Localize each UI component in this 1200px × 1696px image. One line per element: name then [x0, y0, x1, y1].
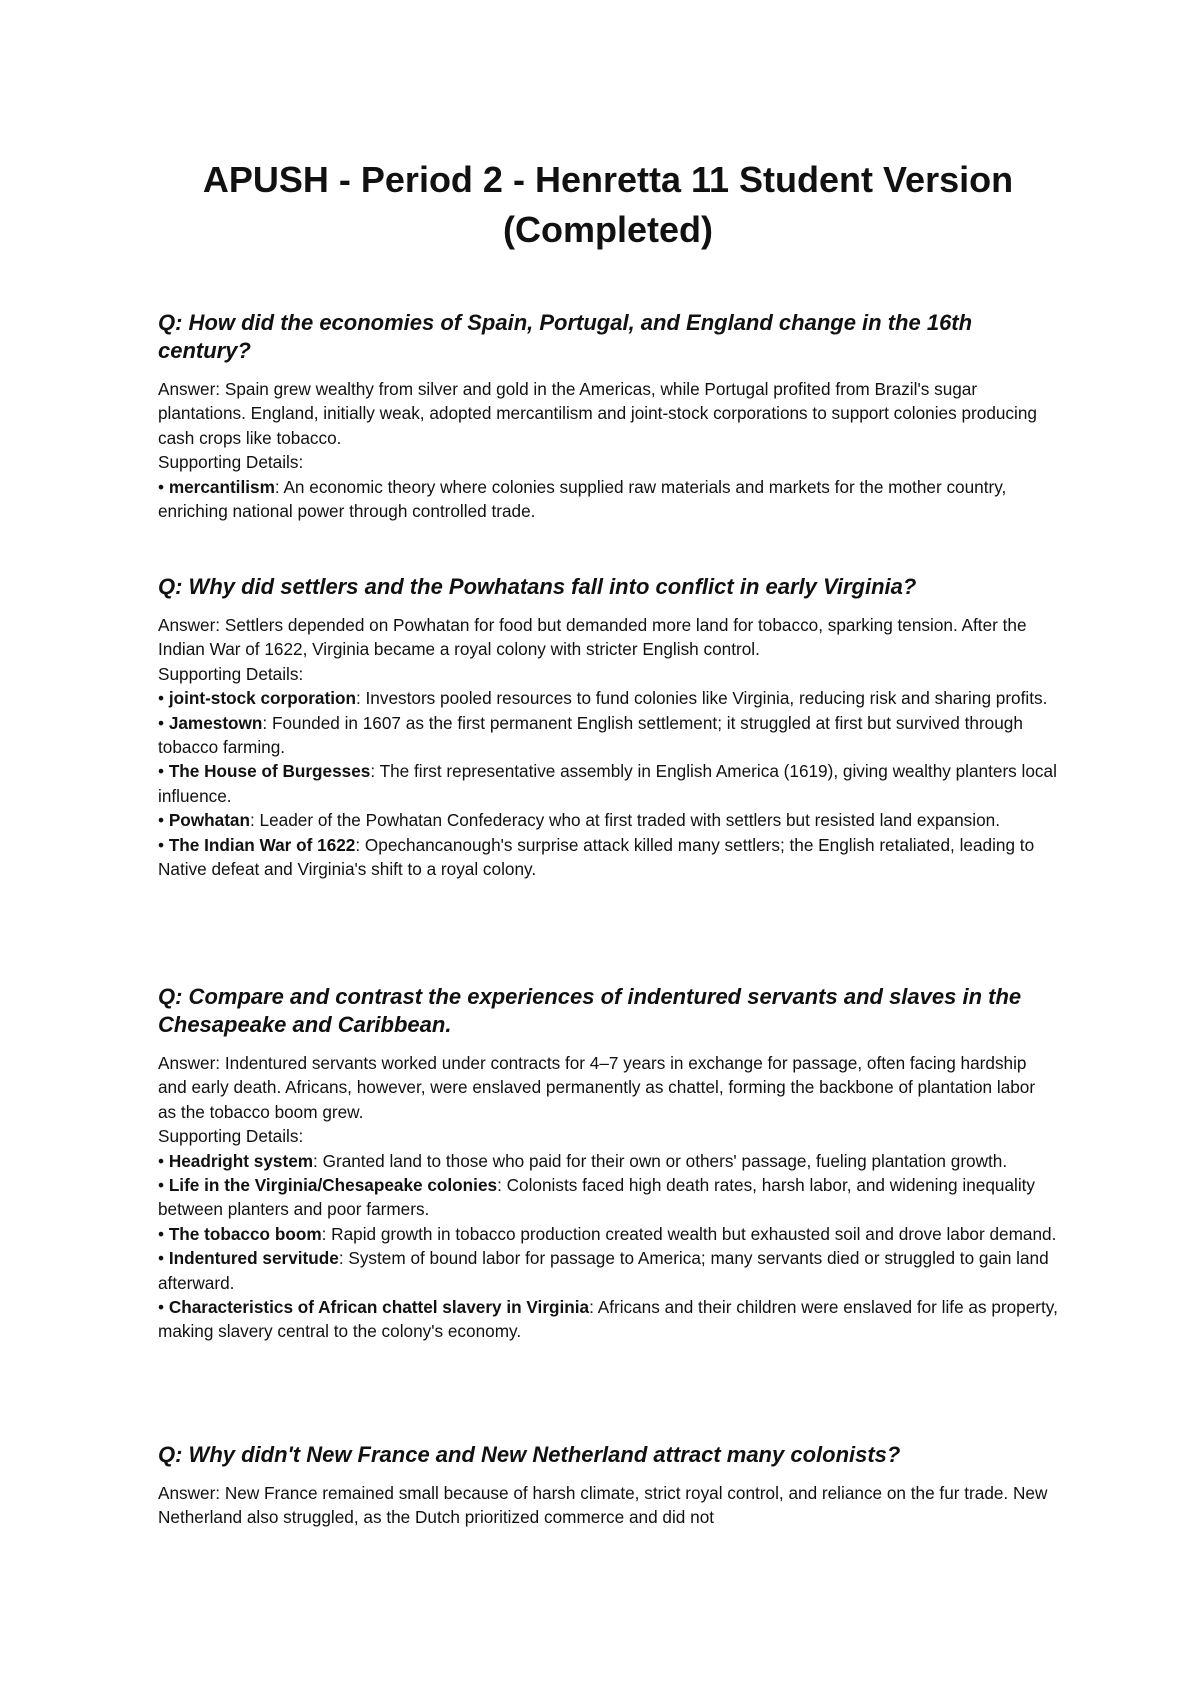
detail-text: : Opechancanough's surprise attack killed many settlers; the English retaliated, leading to Native defeat and Virginia's shift to a royal colony.	[158, 834, 1035, 880]
bullet: •	[158, 1175, 165, 1196]
detail-term: Indentured servitude	[168, 1248, 339, 1269]
detail-term: The House of Burgesses	[168, 761, 371, 782]
question-heading: Q: Compare and contrast the experiences of indentured servants and slaves in the Chesapeake and Caribbean.	[158, 984, 1022, 1037]
qa-section-2	[158, 573, 1058, 881]
detail-term: Headright system	[168, 1150, 314, 1171]
detail-item	[158, 1222, 1058, 1246]
supporting-details-label: Supporting Details:	[158, 663, 304, 684]
detail-item	[158, 475, 1058, 524]
bullet: •	[158, 712, 165, 733]
detail-term: Life in the Virginia/Chesapeake colonies	[168, 1175, 498, 1196]
question-heading: Q: How did the economies of Spain, Portugal, and England change in the 16th century?	[158, 310, 973, 363]
detail-item	[158, 686, 1058, 710]
qa-section-1	[158, 309, 1058, 523]
detail-text: : Founded in 1607 as the first permanent English settlement; it struggled at first but survived through tobacco farming.	[158, 712, 1023, 758]
detail-item	[158, 1295, 1058, 1344]
answer-text: Answer: Spain grew wealthy from silver and gold in the Americas, while Portugal profited from Brazil's sugar plantations. England, initially weak, adopted mercantilism and joint-stock corporations to support colonies producing cash crops like tobacco.	[158, 379, 1037, 448]
answer-text: Answer: Indentured servants worked under contracts for 4–7 years in exchange for passage, often facing hardship and early death. Africans, however, were enslaved permanently as chattel, forming the backbone of plantation labor as the tobacco boom grew.	[158, 1053, 1036, 1122]
detail-text: : Colonists faced high death rates, harsh labor, and widening inequality between planters and poor farmers.	[158, 1175, 1036, 1220]
detail-text: : Granted land to those who paid for their own or others' passage, fueling plantation growth.	[313, 1150, 1008, 1171]
qa-section-4	[158, 1441, 1058, 1530]
detail-term: Jamestown	[168, 712, 263, 733]
bullet: •	[158, 1150, 165, 1171]
detail-term: Characteristics of African chattel slavery in Virginia	[168, 1297, 590, 1318]
detail-term: Powhatan	[168, 810, 250, 831]
supporting-details-label: Supporting Details:	[158, 1126, 304, 1147]
supporting-details-label: Supporting Details:	[158, 452, 304, 473]
detail-text: : An economic theory where colonies supplied raw materials and markets for the mother country, enriching national power through controlled trade.	[158, 476, 1007, 522]
answer-text: Answer: New France remained small because of harsh climate, strict royal control, and reliance on the fur trade. New Netherland also struggled, as the Dutch prioritized commerce and did not	[158, 1483, 1048, 1528]
bullet: •	[158, 1297, 165, 1318]
bullet: •	[158, 688, 165, 709]
detail-term: joint-stock corporation	[168, 688, 356, 709]
question-heading: Q: Why did settlers and the Powhatans fall into conflict in early Virginia?	[158, 574, 917, 599]
detail-item	[158, 808, 1058, 832]
bullet: •	[158, 476, 165, 497]
detail-term: mercantilism	[168, 476, 275, 497]
bullet: •	[158, 834, 165, 855]
detail-item	[158, 1173, 1058, 1222]
detail-text: : The first representative assembly in English America (1619), giving wealthy planters local influence.	[158, 761, 1057, 806]
detail-item	[158, 759, 1058, 808]
detail-item	[158, 833, 1058, 882]
answer-text: Answer: Settlers depended on Powhatan for food but demanded more land for tobacco, sparking tension. After the Indian War of 1622, Virginia became a royal colony with stricter English control.	[158, 615, 1027, 660]
question-heading: Q: Why didn't New France and New Netherland attract many colonists?	[158, 1442, 901, 1467]
detail-text: : Leader of the Powhatan Confederacy who at first traded with settlers but resisted land expansion.	[249, 810, 1000, 831]
detail-term: The tobacco boom	[168, 1223, 322, 1244]
detail-item	[158, 1149, 1058, 1173]
detail-text: : System of bound labor for passage to America; many servants died or struggled to gain land afterward.	[158, 1248, 1049, 1293]
detail-text: : Africans and their children were enslaved for life as property, making slavery central to the colony's economy.	[158, 1297, 1058, 1342]
detail-text: : Rapid growth in tobacco production created wealth but exhausted soil and drove labor demand.	[321, 1223, 1057, 1244]
bullet: •	[158, 810, 165, 831]
qa-section-3	[158, 983, 1058, 1344]
document-title: APUSH - Period 2 - Henretta 11 Student Version (Completed)	[202, 159, 1014, 250]
bullet: •	[158, 1223, 165, 1244]
detail-term: The Indian War of 1622	[168, 834, 356, 855]
detail-text: : Investors pooled resources to fund colonies like Virginia, reducing risk and sharing profits.	[355, 688, 1048, 709]
detail-item	[158, 711, 1058, 760]
bullet: •	[158, 761, 165, 782]
bullet: •	[158, 1248, 165, 1269]
detail-item	[158, 1246, 1058, 1295]
